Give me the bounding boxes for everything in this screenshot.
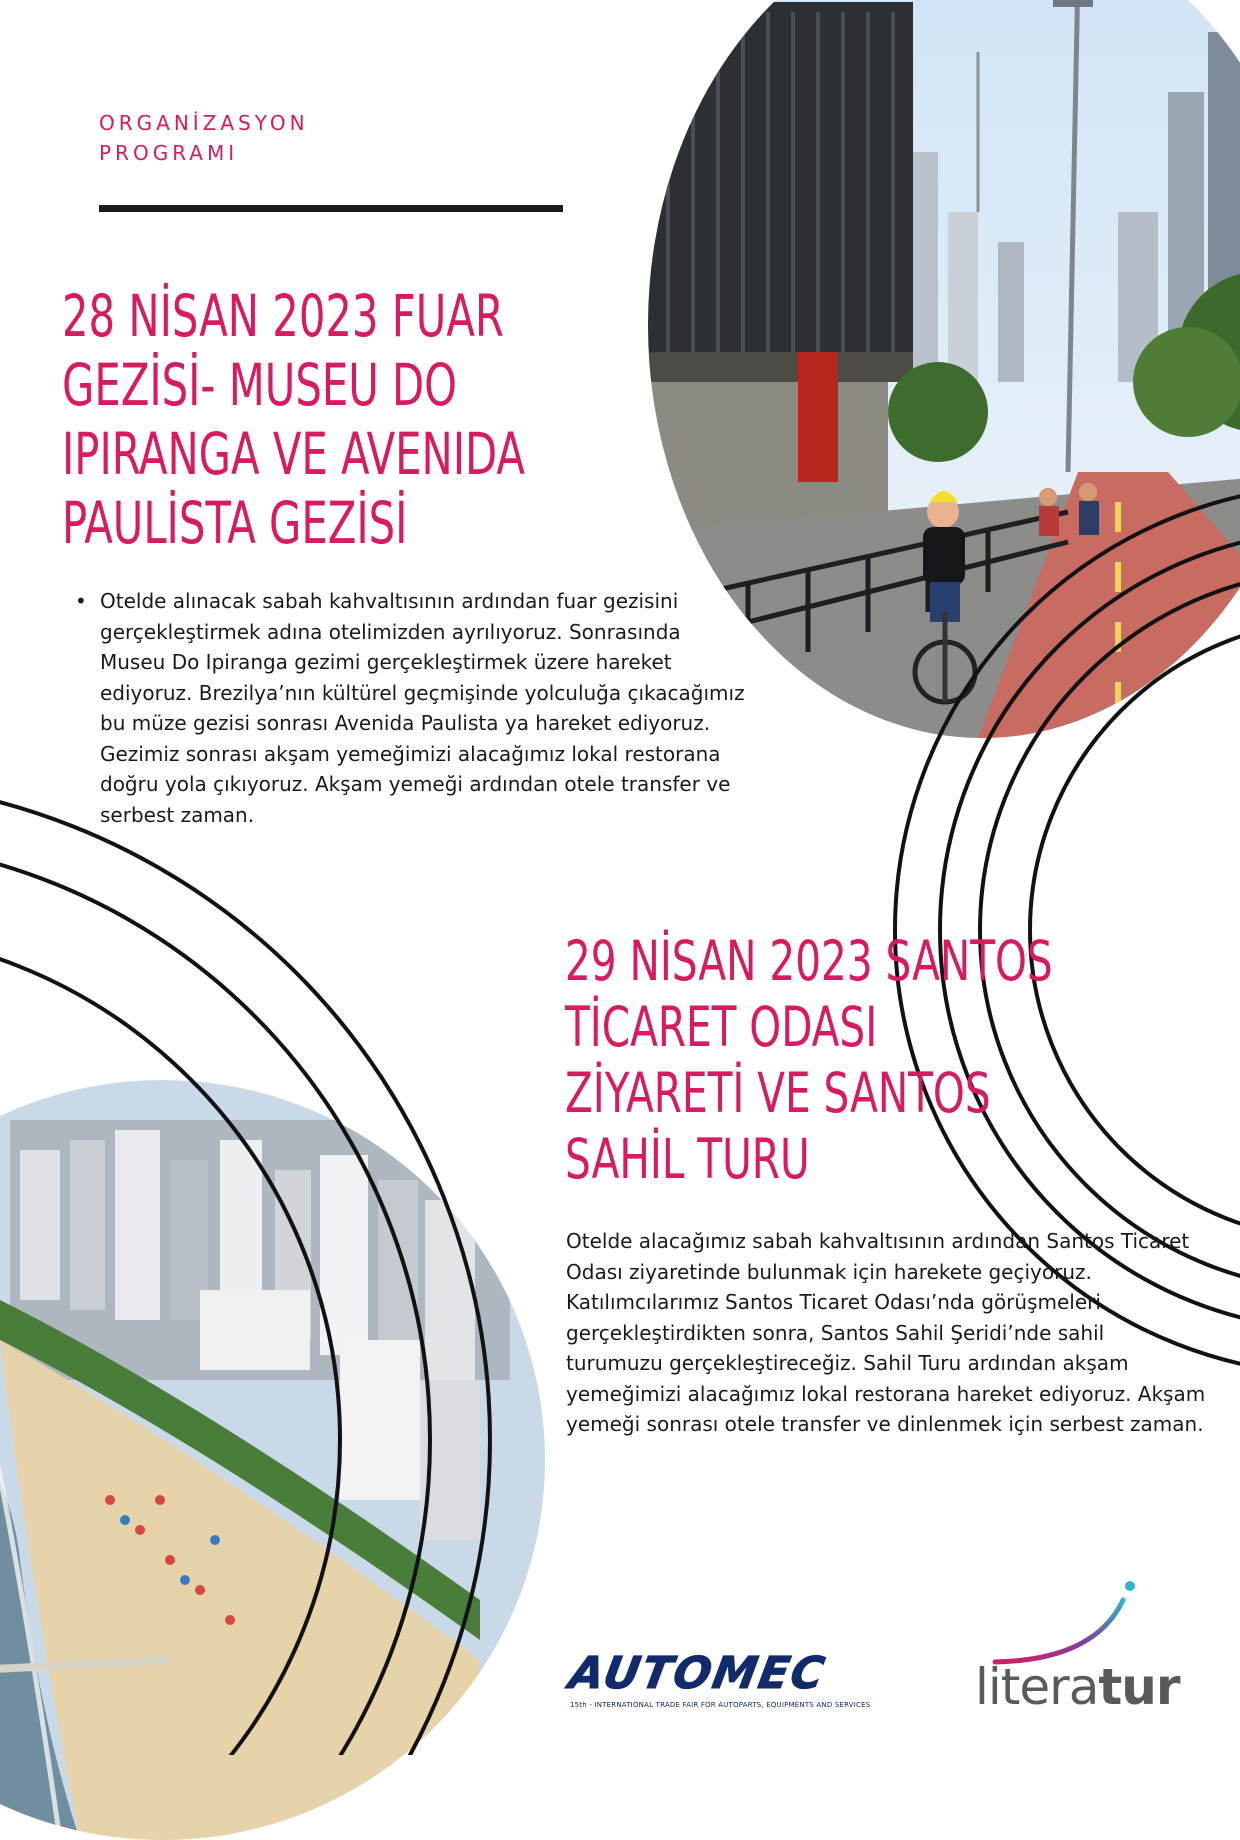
kicker-line-2: PROGRAMI: [99, 141, 239, 165]
automec-wordmark: AUTOMEC: [565, 1648, 830, 1699]
automec-logo: [565, 1648, 910, 1709]
day1-description: Otelde alınacak sabah kahvaltısının ardından fuar gezisini gerçekleştirmek adına otelimizden ayrılıyoruz. Sonrasında Museu Do Ipiranga gezimi gerçekleştirmek üzere hareket ediyoruz. Brezilya’nın kültürel geçmişinde yolculuğa çıkacağımız bu müze gezisi sonrası Avenida Paulista ya hareket ediyoruz. Gezimiz sonrası akşam yemeğimizi alacağımız lokal restorana doğru yola çıkıyoruz. Akşam yemeği ardından otele transfer ve serbest zaman.: [100, 589, 745, 827]
literatur-wordmark: [975, 1658, 1180, 1716]
day1-title-line-4: PAULİSTA GEZİSİ: [62, 489, 408, 557]
day1-bullet: •: [75, 589, 87, 613]
kicker-line-1: ORGANİZASYON: [99, 111, 309, 135]
day1-title-line-1: 28 NİSAN 2023 FUAR: [62, 282, 504, 350]
day2-title-line-4: SAHİL TURU: [565, 1127, 810, 1191]
day1-title-line-2: GEZİSİ- MUSEU DO: [62, 351, 458, 419]
program-kicker: [99, 108, 459, 168]
kicker-divider: [99, 205, 563, 212]
day2-title-line-2: TİCARET ODASI: [565, 995, 878, 1059]
day2-description: Otelde alacağımız sabah kahvaltısının ardından Santos Ticaret Odası ziyaretinde bulunmak için harekete geçiyoruz. Katılımcılarımız Santos Ticaret Odası’nda görüşmeleri gerçekleştirdikten sonra, Santos Sahil Şeridi’nde sahil turumuzu gerçekleştireceğiz. Sahil Turu ardından akşam yemeğimizi alacağımız lokal restorana hareket ediyoruz. Akşam yemeği sonrası otele transfer ve dinlenmek için serbest zaman.: [566, 1229, 1206, 1436]
day2-title: [565, 928, 1160, 1192]
automec-tagline: 15th - INTERNATIONAL TRADE FAIR FOR AUTOPARTS, EQUIPMENTS AND SERVICES: [570, 1701, 871, 1709]
day1-title-line-3: IPIRANGA VE AVENIDA: [62, 420, 525, 488]
day2-title-line-3: ZİYARETİ VE SANTOS: [565, 1061, 991, 1125]
literatur-logo: [975, 1570, 1180, 1716]
literatur-swoosh-icon: [975, 1570, 1175, 1670]
literatur-wordmark-part1: litera: [975, 1658, 1099, 1716]
day1-title: [62, 282, 641, 558]
day2-title-line-1: 29 NİSAN 2023 SANTOS: [565, 929, 1053, 993]
literatur-wordmark-part2: tur: [1098, 1658, 1180, 1716]
